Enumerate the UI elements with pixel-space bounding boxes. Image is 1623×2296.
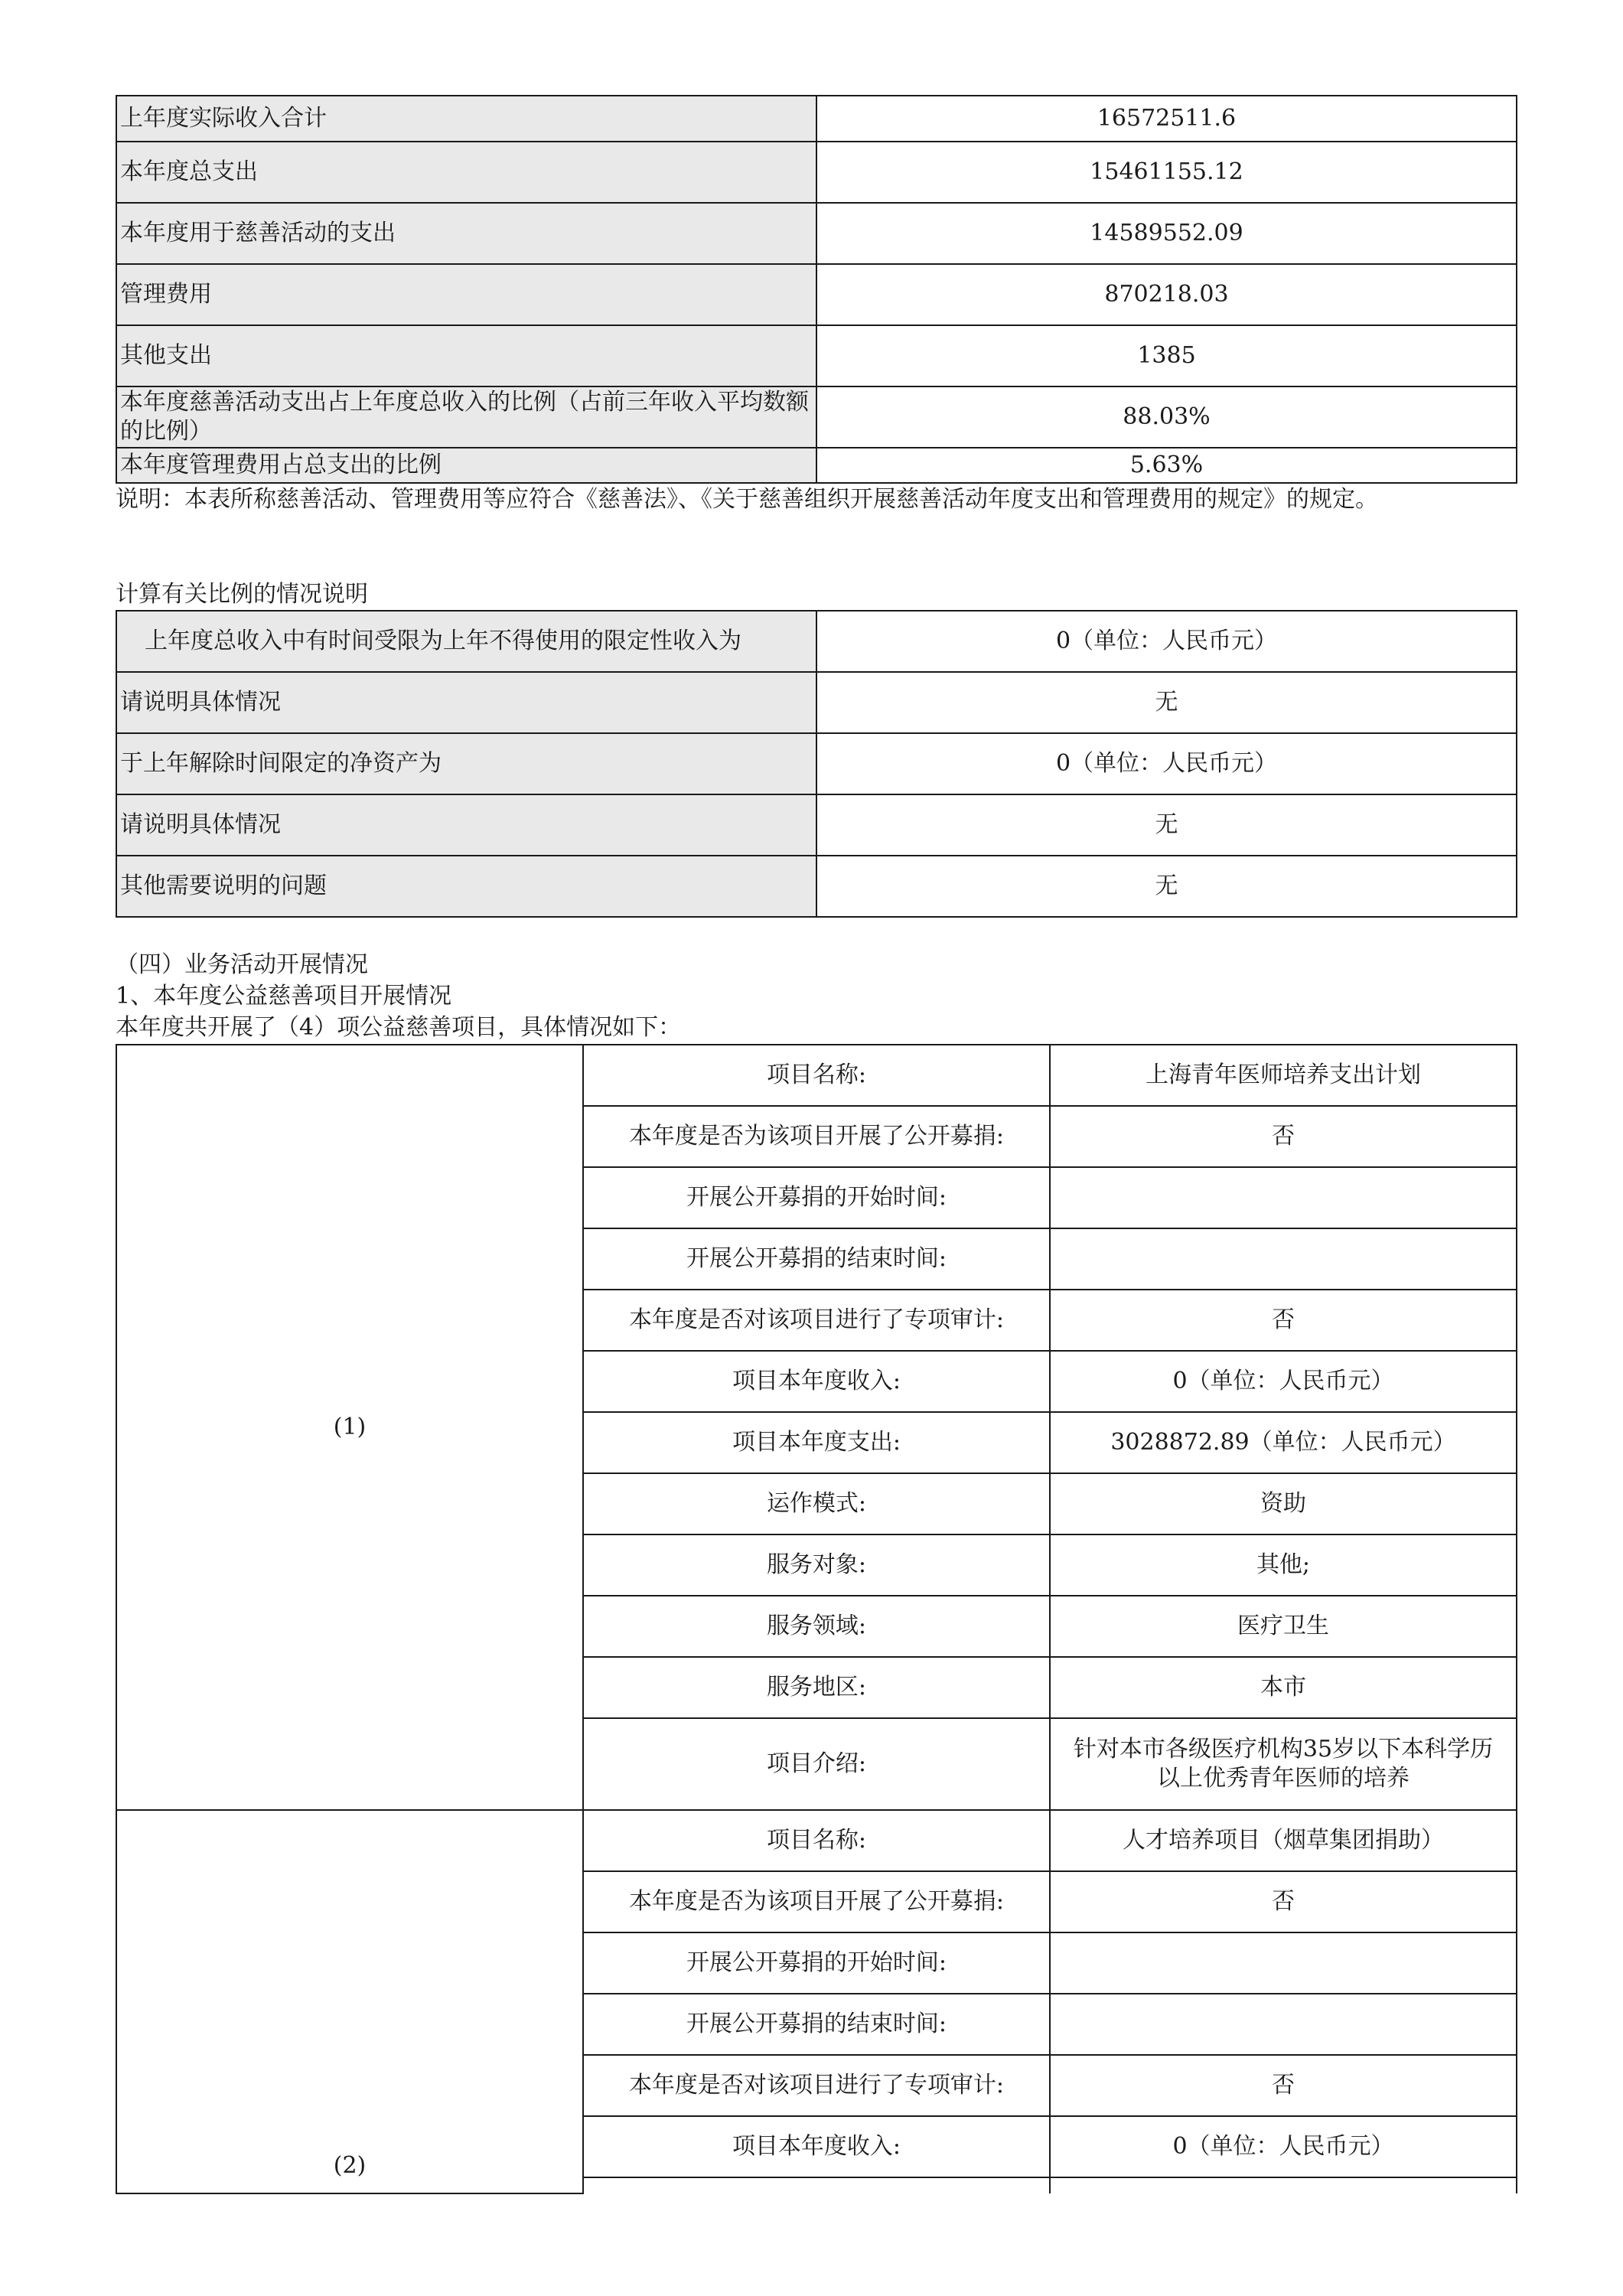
row-value: 无 bbox=[816, 672, 1517, 733]
row-label: 上年度实际收入合计 bbox=[116, 96, 816, 142]
field-value: 上海青年医师培养支出计划 bbox=[1050, 1045, 1517, 1106]
table-row bbox=[116, 672, 1517, 733]
row-label: 请说明具体情况 bbox=[116, 794, 816, 856]
field-label: 项目本年度支出: bbox=[583, 1412, 1050, 1473]
financial-summary-table bbox=[116, 95, 1517, 484]
row-label: 其他支出 bbox=[116, 325, 816, 386]
field-value: 其他; bbox=[1050, 1534, 1517, 1596]
row-label: 本年度用于慈善活动的支出 bbox=[116, 203, 816, 264]
row-label: 本年度总支出 bbox=[116, 142, 816, 203]
field-value: 0（单位：人民币元） bbox=[1050, 2116, 1517, 2177]
field-label: 开展公开募捐的结束时间: bbox=[583, 1228, 1050, 1290]
table-row bbox=[116, 142, 1517, 203]
field-label: 服务对象: bbox=[583, 1534, 1050, 1596]
field-value: 针对本市各级医疗机构35岁以下本科学历以上优秀青年医师的培养 bbox=[1050, 1718, 1517, 1810]
field-value bbox=[1050, 1167, 1517, 1228]
row-value: 14589552.09 bbox=[816, 203, 1517, 264]
ratio-explanation-table bbox=[116, 610, 1517, 918]
field-label: 服务地区: bbox=[583, 1657, 1050, 1718]
row-value: 15461155.12 bbox=[816, 142, 1517, 203]
field-value-cut bbox=[1050, 2177, 1517, 2193]
field-label: 开展公开募捐的结束时间: bbox=[583, 1994, 1050, 2055]
field-label: 服务领域: bbox=[583, 1596, 1050, 1657]
table-row bbox=[116, 733, 1517, 794]
row-value: 5.63% bbox=[816, 448, 1517, 483]
field-label: 本年度是否对该项目进行了专项审计: bbox=[583, 1290, 1050, 1351]
row-value: 0（单位：人民币元） bbox=[816, 733, 1517, 794]
row-label: 本年度管理费用占总支出的比例 bbox=[116, 448, 816, 483]
activities-heading: （四）业务活动开展情况 bbox=[116, 951, 368, 978]
ratio-section-heading: 计算有关比例的情况说明 bbox=[116, 581, 368, 608]
activities-intro: 本年度共开展了（4）项公益慈善项目，具体情况如下： bbox=[116, 1014, 682, 1041]
field-label: 本年度是否为该项目开展了公开募捐: bbox=[583, 1871, 1050, 1932]
field-value: 3028872.89（单位：人民币元） bbox=[1050, 1412, 1517, 1473]
row-value: 0（单位：人民币元） bbox=[816, 611, 1517, 672]
table-row bbox=[116, 856, 1517, 917]
field-label: 项目本年度收入: bbox=[583, 1351, 1050, 1412]
row-label: 管理费用 bbox=[116, 264, 816, 325]
row-value: 无 bbox=[816, 856, 1517, 917]
table-row bbox=[116, 448, 1517, 483]
project-index: (2) bbox=[116, 1810, 583, 2193]
field-value: 医疗卫生 bbox=[1050, 1596, 1517, 1657]
row-label: 请说明具体情况 bbox=[116, 672, 816, 733]
field-label-cut bbox=[583, 2177, 1050, 2193]
table-row bbox=[116, 325, 1517, 386]
field-label: 项目名称: bbox=[583, 1810, 1050, 1871]
table-row bbox=[116, 96, 1517, 142]
note-text: 说明：本表所称慈善活动、管理费用等应符合《慈善法》、《关于慈善组织开展慈善活动年度支出和管理费用的规定》的规定。 bbox=[116, 486, 1378, 513]
row-value: 无 bbox=[816, 794, 1517, 856]
project-index: (1) bbox=[116, 1045, 583, 1810]
field-value bbox=[1050, 1228, 1517, 1290]
row-value: 88.03% bbox=[816, 386, 1517, 448]
field-label: 运作模式: bbox=[583, 1473, 1050, 1534]
field-value: 本市 bbox=[1050, 1657, 1517, 1718]
table-row bbox=[116, 794, 1517, 856]
field-label: 开展公开募捐的开始时间: bbox=[583, 1167, 1050, 1228]
field-label: 开展公开募捐的开始时间: bbox=[583, 1932, 1050, 1994]
table-row bbox=[116, 264, 1517, 325]
field-value: 人才培养项目（烟草集团捐助） bbox=[1050, 1810, 1517, 1871]
row-value: 1385 bbox=[816, 325, 1517, 386]
row-label: 上年度总收入中有时间受限为上年不得使用的限定性收入为 bbox=[116, 611, 816, 672]
field-value: 否 bbox=[1050, 1871, 1517, 1932]
table-row bbox=[116, 1810, 1517, 1871]
field-value bbox=[1050, 1994, 1517, 2055]
table-row bbox=[116, 611, 1517, 672]
field-value: 否 bbox=[1050, 2055, 1517, 2116]
field-value: 0（单位：人民币元） bbox=[1050, 1351, 1517, 1412]
row-label: 于上年解除时间限定的净资产为 bbox=[116, 733, 816, 794]
field-label: 本年度是否对该项目进行了专项审计: bbox=[583, 2055, 1050, 2116]
table-row bbox=[116, 386, 1517, 448]
projects-table bbox=[116, 1044, 1517, 2194]
table-row bbox=[116, 203, 1517, 264]
row-value: 16572511.6 bbox=[816, 96, 1517, 142]
row-label: 其他需要说明的问题 bbox=[116, 856, 816, 917]
field-label: 项目名称: bbox=[583, 1045, 1050, 1106]
field-value: 否 bbox=[1050, 1106, 1517, 1167]
row-value: 870218.03 bbox=[816, 264, 1517, 325]
field-label: 本年度是否为该项目开展了公开募捐: bbox=[583, 1106, 1050, 1167]
field-value: 否 bbox=[1050, 1290, 1517, 1351]
table-row bbox=[116, 1045, 1517, 1106]
field-label: 项目本年度收入: bbox=[583, 2116, 1050, 2177]
row-label: 本年度慈善活动支出占上年度总收入的比例（占前三年收入平均数额的比例） bbox=[116, 386, 816, 448]
field-label: 项目介绍: bbox=[583, 1718, 1050, 1810]
field-value bbox=[1050, 1932, 1517, 1994]
activities-subheading: 1、本年度公益慈善项目开展情况 bbox=[116, 983, 452, 1009]
field-value: 资助 bbox=[1050, 1473, 1517, 1534]
